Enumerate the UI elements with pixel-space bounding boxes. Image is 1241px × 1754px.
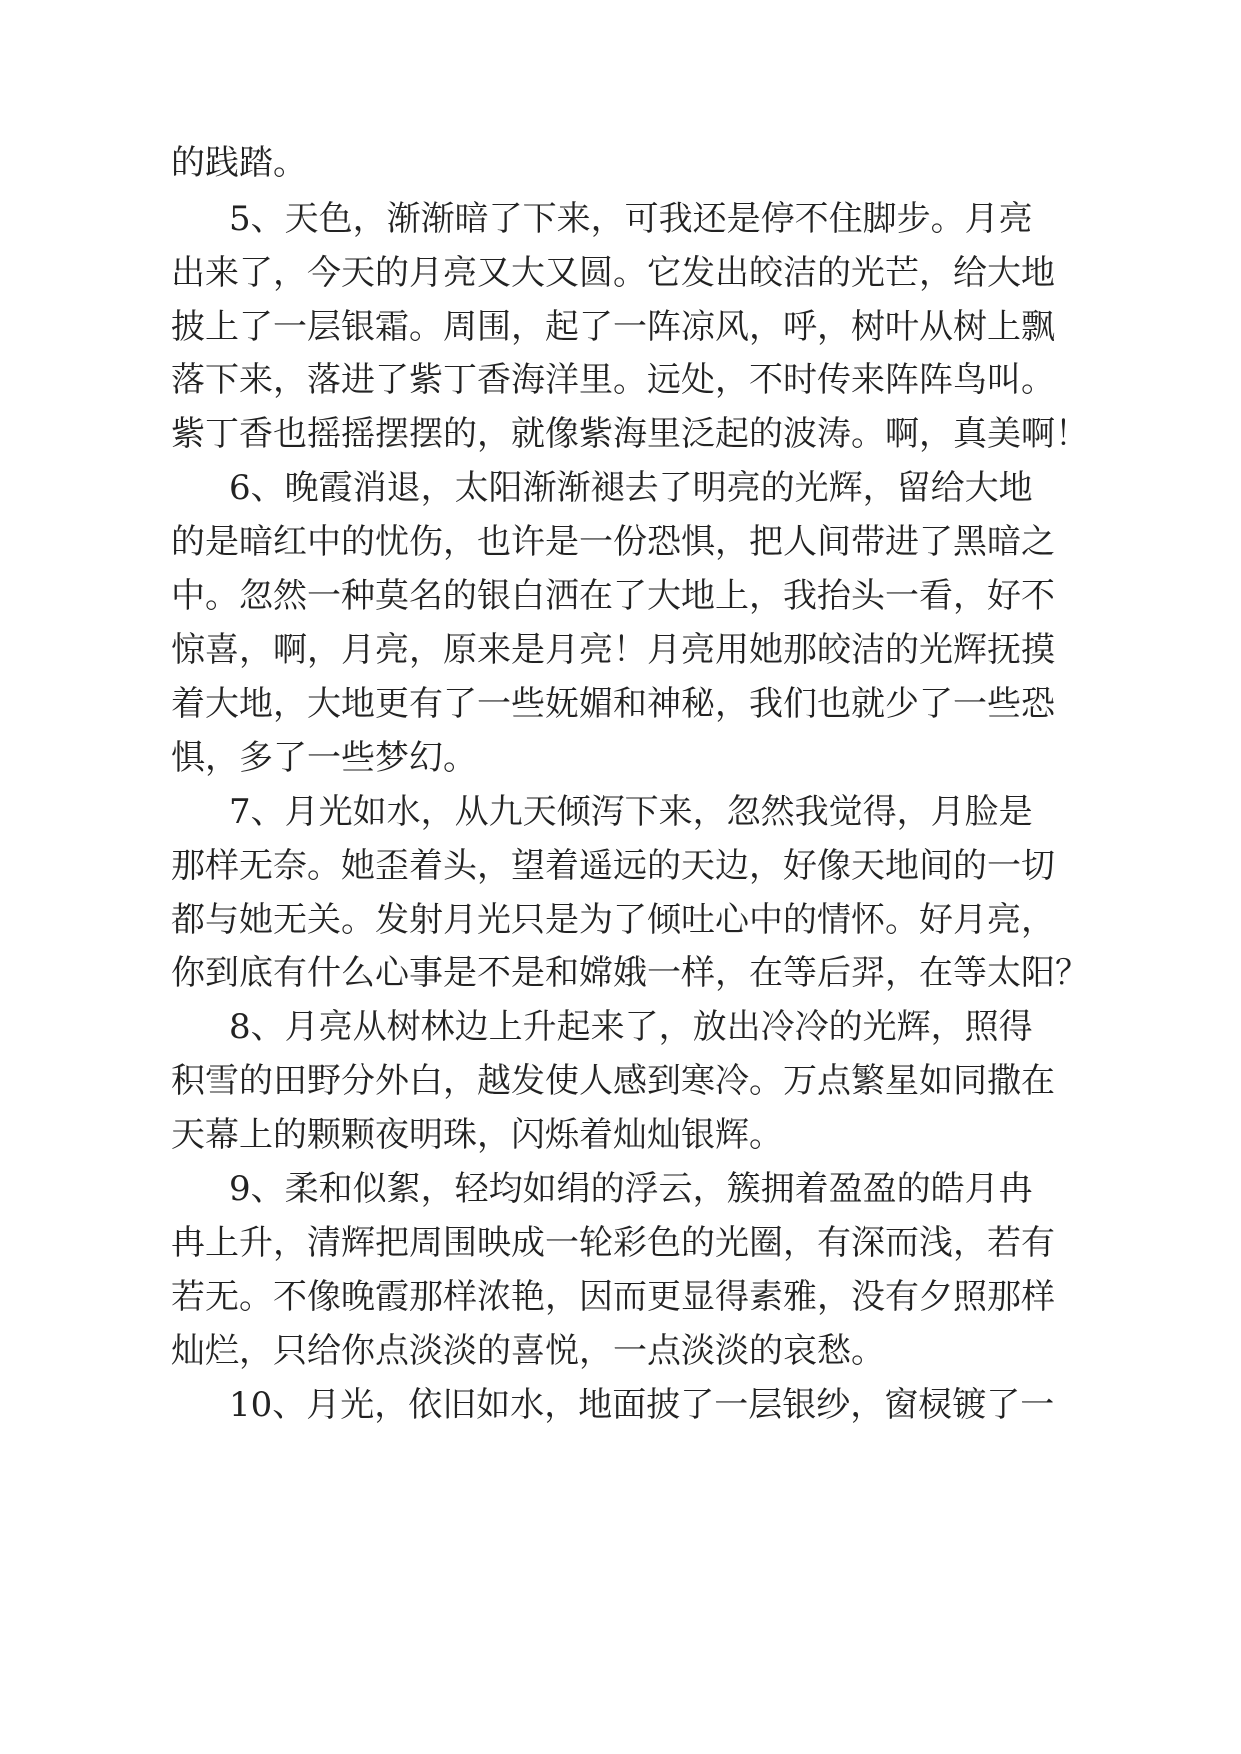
text-line-content: 积雪的田野分外白，越发使人感到寒冷。万点繁星如同撒在 — [171, 1061, 1055, 1101]
text-line — [0, 728, 1241, 788]
text-line-content: 惊喜，啊，月亮，原来是月亮！月亮用她那皎洁的光辉抚摸 — [171, 630, 1055, 670]
text-line — [0, 1267, 1241, 1327]
text-line — [0, 566, 1241, 626]
text-line — [0, 997, 1241, 1057]
text-line-content: 6、晚霞消退，太阳渐渐褪去了明亮的光辉，留给大地 — [229, 468, 1033, 508]
text-line — [0, 782, 1241, 842]
text-line-content: 灿烂，只给你点淡淡的喜悦，一点淡淡的哀愁。 — [171, 1331, 885, 1371]
text-line-content: 的是暗红中的忧伤，也许是一份恐惧，把人间带进了黑暗之 — [171, 522, 1055, 562]
text-line-content: 冉上升，清辉把周围映成一轮彩色的光圈，有深而浅，若有 — [171, 1223, 1055, 1263]
text-line-content: 天幕上的颗颗夜明珠，闪烁着灿灿银辉。 — [171, 1115, 783, 1155]
text-line — [0, 404, 1241, 464]
text-line — [0, 1159, 1241, 1219]
text-line — [0, 243, 1241, 303]
text-line — [0, 890, 1241, 950]
text-line — [0, 350, 1241, 410]
text-line-content: 5、天色，渐渐暗了下来，可我还是停不住脚步。月亮 — [229, 199, 1033, 239]
text-line-content: 若无。不像晚霞那样浓艳，因而更显得素雅，没有夕照那样 — [171, 1277, 1055, 1317]
text-line — [0, 1321, 1241, 1381]
text-line — [0, 1213, 1241, 1273]
text-line — [0, 1105, 1241, 1165]
text-line-content: 那样无奈。她歪着头，望着遥远的天边，好像天地间的一切 — [171, 846, 1055, 886]
text-line — [0, 189, 1241, 249]
text-line-content: 着大地，大地更有了一些妩媚和神秘，我们也就少了一些恐 — [171, 684, 1055, 724]
text-line — [0, 1051, 1241, 1111]
text-line-content: 8、月亮从树林边上升起来了，放出冷冷的光辉，照得 — [229, 1007, 1033, 1047]
text-line-content: 落下来，落进了紫丁香海洋里。远处，不时传来阵阵鸟叫。 — [171, 360, 1055, 400]
text-line — [0, 620, 1241, 680]
text-line-content: 你到底有什么心事是不是和嫦娥一样，在等后羿，在等太阳？ — [171, 953, 1089, 993]
text-line — [0, 512, 1241, 572]
text-line — [0, 943, 1241, 1003]
text-line — [0, 674, 1241, 734]
text-line — [0, 836, 1241, 896]
text-line-content: 7、月光如水，从九天倾泻下来，忽然我觉得，月脸是 — [229, 792, 1033, 832]
text-line — [0, 1375, 1241, 1435]
text-line-content: 都与她无关。发射月光只是为了倾吐心中的情怀。好月亮， — [171, 900, 1055, 940]
text-line-content: 中。忽然一种莫名的银白洒在了大地上，我抬头一看，好不 — [171, 576, 1055, 616]
text-line-content: 的践踏。 — [171, 143, 307, 183]
text-line-content: 9、柔和似絮，轻均如绢的浮云，簇拥着盈盈的皓月冉 — [229, 1169, 1033, 1209]
text-line-content: 10、月光，依旧如水，地面披了一层银纱，窗棂镀了一 — [229, 1385, 1055, 1425]
text-line-content: 惧，多了一些梦幻。 — [171, 738, 477, 778]
text-line-content: 紫丁香也摇摇摆摆的，就像紫海里泛起的波涛。啊，真美啊！ — [171, 414, 1089, 454]
text-line — [0, 458, 1241, 518]
text-line — [0, 133, 1241, 193]
text-line-content: 出来了，今天的月亮又大又圆。它发出皎洁的光芒，给大地 — [171, 253, 1055, 293]
text-line-content: 披上了一层银霜。周围，起了一阵凉风，呼，树叶从树上飘 — [171, 307, 1055, 347]
text-line — [0, 297, 1241, 357]
